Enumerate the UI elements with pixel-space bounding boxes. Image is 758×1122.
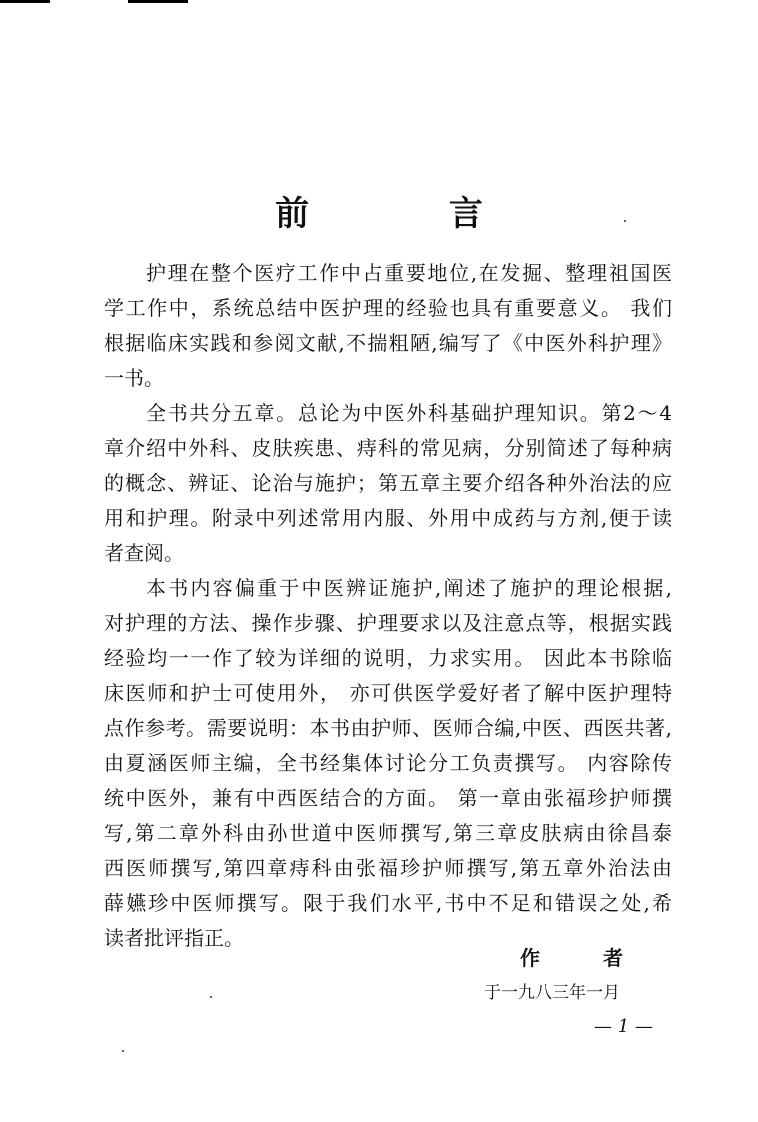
- text-line: 点作参考。需要说明：本书由护师、医师合编,中医、西医共著,: [104, 716, 672, 740]
- text-line: 护理在整个医疗工作中占重要地位,在发掘、整理祖国医: [146, 261, 672, 285]
- scan-speck: [122, 1050, 124, 1052]
- text-line: 经验均一一作了较为详细的说明，力求实用。 因此本书除临: [104, 646, 672, 670]
- text-line: 全书共分五章。总论为中医外科基础护理知识。第2～4: [146, 401, 672, 425]
- scan-edge-mark: [128, 0, 188, 3]
- paragraph: [104, 256, 672, 396]
- date-line: 于一九八三年一月: [484, 983, 620, 1003]
- text-line: 章介绍中外科、皮肤疾患、痔科的常见病，分别简述了每种病: [104, 436, 672, 460]
- scan-speck: [624, 220, 626, 222]
- paragraph: [104, 571, 672, 956]
- text-line: 的概念、辨证、论治与施护；第五章主要介绍各种外治法的应: [104, 471, 672, 495]
- text-line: 统中医外，兼有中西医结合的方面。 第一章由张福珍护师撰: [104, 786, 672, 810]
- scan-speck: [210, 996, 212, 998]
- text-line: 者查阅。: [104, 541, 184, 565]
- text-line: 本书内容偏重于中医辨证施护,阐述了施护的理论根据,: [146, 576, 672, 600]
- preface-body: [104, 256, 672, 956]
- scan-edge-mark: [0, 0, 50, 3]
- page-number: — 1 —: [594, 1016, 653, 1037]
- text-line: 用和护理。附录中列述常用内服、外用中成药与方剂,便于读: [104, 506, 672, 530]
- page-title: 前 言: [275, 194, 547, 234]
- paragraph: [104, 396, 672, 571]
- text-line: 一书。: [104, 366, 164, 390]
- author-signature: 作 者: [520, 946, 651, 970]
- text-line: 读者批评指正。: [104, 926, 244, 950]
- text-line: 写,第二章外科由孙世道中医师撰写,第三章皮肤病由徐昌泰: [104, 821, 672, 845]
- text-line: 薛嬿珍中医师撰写。限于我们水平,书中不足和错误之处,希: [104, 891, 672, 915]
- text-line: 床医师和护士可使用外， 亦可供医学爱好者了解中医护理特: [104, 681, 672, 705]
- text-line: 根据临床实践和参阅文献,不揣粗陋,编写了《中医外科护理》: [104, 331, 672, 355]
- text-line: 学工作中，系统总结中医护理的经验也具有重要意义。 我们: [104, 296, 672, 320]
- text-line: 由夏涵医师主编，全书经集体讨论分工负责撰写。 内容除传: [104, 751, 672, 775]
- text-line: 对护理的方法、操作步骤、护理要求以及注意点等，根据实践: [104, 611, 672, 635]
- text-line: 西医师撰写,第四章痔科由张福珍护师撰写,第五章外治法由: [104, 856, 672, 880]
